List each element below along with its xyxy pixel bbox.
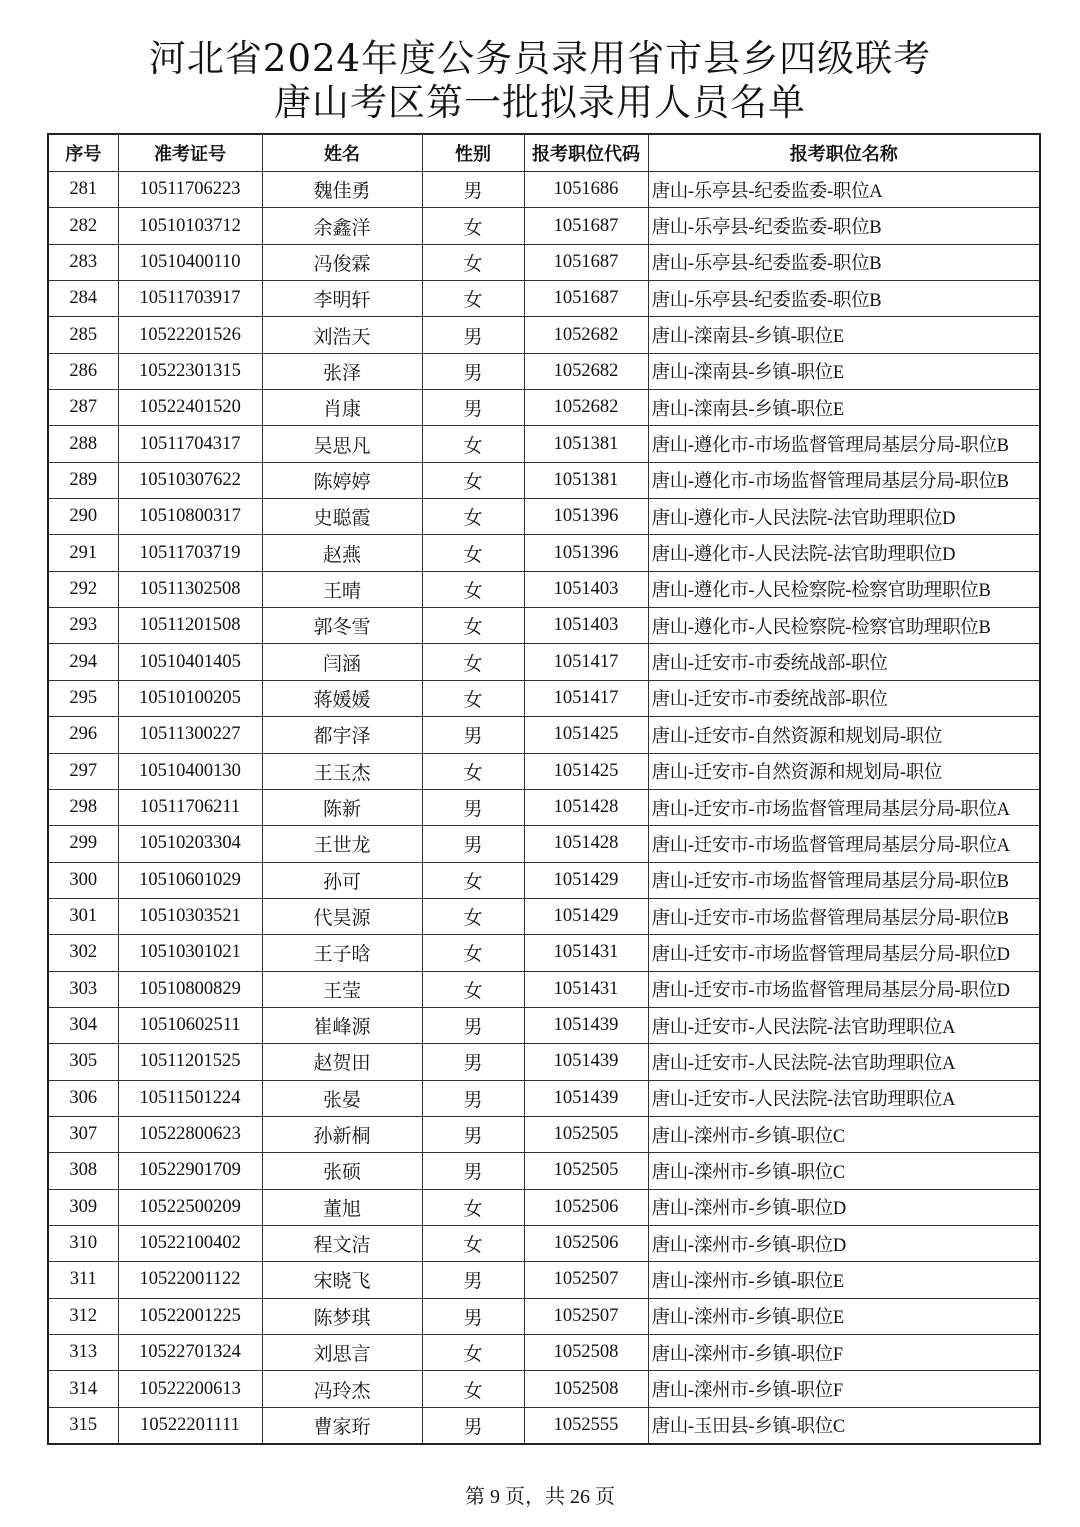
cell-position-name: 唐山-乐亭县-纪委监委-职位A	[648, 172, 1040, 208]
cell-gender: 女	[422, 281, 524, 317]
cell-name: 代昊源	[262, 898, 422, 934]
cell-serial: 311	[48, 1262, 118, 1298]
cell-position-name: 唐山-玉田县-乡镇-职位C	[648, 1407, 1040, 1444]
cell-position-code: 1051417	[524, 644, 648, 680]
cell-position-code: 1051687	[524, 244, 648, 280]
cell-ticket-number: 10511703719	[118, 535, 262, 571]
table-row	[48, 898, 1040, 934]
cell-position-code: 1051431	[524, 935, 648, 971]
cell-name: 董旭	[262, 1189, 422, 1225]
cell-gender: 女	[422, 1335, 524, 1371]
cell-position-name: 唐山-滦州市-乡镇-职位F	[648, 1335, 1040, 1371]
cell-gender: 男	[422, 1116, 524, 1152]
cell-name: 张硕	[262, 1153, 422, 1189]
cell-serial: 284	[48, 281, 118, 317]
cell-ticket-number: 10510602511	[118, 1007, 262, 1043]
cell-ticket-number: 10522901709	[118, 1153, 262, 1189]
cell-position-name: 唐山-滦州市-乡镇-职位F	[648, 1371, 1040, 1407]
cell-serial: 315	[48, 1407, 118, 1444]
table-row	[48, 353, 1040, 389]
cell-position-name: 唐山-滦州市-乡镇-职位C	[648, 1153, 1040, 1189]
cell-ticket-number: 10511201525	[118, 1044, 262, 1080]
cell-serial: 288	[48, 426, 118, 462]
cell-position-name: 唐山-迁安市-市场监督管理局基层分局-职位D	[648, 971, 1040, 1007]
table-row	[48, 717, 1040, 753]
cell-name: 史聪霞	[262, 499, 422, 535]
cell-ticket-number: 10511703917	[118, 281, 262, 317]
cell-name: 刘思言	[262, 1335, 422, 1371]
cell-ticket-number: 10510203304	[118, 826, 262, 862]
table-row	[48, 281, 1040, 317]
cell-serial: 309	[48, 1189, 118, 1225]
cell-name: 闫涵	[262, 644, 422, 680]
cell-gender: 女	[422, 862, 524, 898]
candidate-table	[47, 133, 1041, 1445]
cell-position-code: 1051439	[524, 1007, 648, 1043]
table-row	[48, 172, 1040, 208]
cell-gender: 男	[422, 1007, 524, 1043]
cell-serial: 286	[48, 353, 118, 389]
cell-serial: 302	[48, 935, 118, 971]
cell-position-code: 1051428	[524, 789, 648, 825]
cell-serial: 281	[48, 172, 118, 208]
cell-position-code: 1051687	[524, 208, 648, 244]
cell-position-code: 1051439	[524, 1044, 648, 1080]
cell-position-name: 唐山-迁安市-市场监督管理局基层分局-职位A	[648, 789, 1040, 825]
cell-serial: 298	[48, 789, 118, 825]
header-name: 姓名	[262, 134, 422, 172]
cell-position-code: 1051403	[524, 571, 648, 607]
cell-name: 王晴	[262, 571, 422, 607]
cell-gender: 女	[422, 208, 524, 244]
cell-position-code: 1051396	[524, 535, 648, 571]
table-row	[48, 1080, 1040, 1116]
cell-position-name: 唐山-迁安市-自然资源和规划局-职位	[648, 717, 1040, 753]
table-row	[48, 1262, 1040, 1298]
cell-position-name: 唐山-乐亭县-纪委监委-职位B	[648, 244, 1040, 280]
cell-position-name: 唐山-遵化市-市场监督管理局基层分局-职位B	[648, 426, 1040, 462]
cell-name: 赵贺田	[262, 1044, 422, 1080]
cell-position-code: 1051431	[524, 971, 648, 1007]
cell-position-code: 1051417	[524, 680, 648, 716]
cell-gender: 男	[422, 1080, 524, 1116]
cell-position-code: 1052508	[524, 1335, 648, 1371]
table-row	[48, 1371, 1040, 1407]
cell-ticket-number: 10510307622	[118, 462, 262, 498]
cell-position-name: 唐山-滦南县-乡镇-职位E	[648, 353, 1040, 389]
cell-name: 张晏	[262, 1080, 422, 1116]
cell-gender: 男	[422, 1298, 524, 1334]
cell-position-name: 唐山-迁安市-人民法院-法官助理职位A	[648, 1007, 1040, 1043]
cell-position-name: 唐山-迁安市-人民法院-法官助理职位A	[648, 1044, 1040, 1080]
cell-name: 冯俊霖	[262, 244, 422, 280]
cell-position-name: 唐山-迁安市-市委统战部-职位	[648, 680, 1040, 716]
cell-serial: 301	[48, 898, 118, 934]
cell-serial: 300	[48, 862, 118, 898]
cell-serial: 313	[48, 1335, 118, 1371]
cell-name: 余鑫洋	[262, 208, 422, 244]
table-row	[48, 571, 1040, 607]
cell-ticket-number: 10522201526	[118, 317, 262, 353]
cell-position-name: 唐山-迁安市-市场监督管理局基层分局-职位D	[648, 935, 1040, 971]
table-row	[48, 390, 1040, 426]
cell-position-name: 唐山-乐亭县-纪委监委-职位B	[648, 281, 1040, 317]
cell-gender: 女	[422, 644, 524, 680]
table-row	[48, 462, 1040, 498]
cell-ticket-number: 10511501224	[118, 1080, 262, 1116]
cell-ticket-number: 10510601029	[118, 862, 262, 898]
cell-gender: 女	[422, 244, 524, 280]
cell-position-code: 1051425	[524, 717, 648, 753]
page-title: 河北省2024年度公务员录用省市县乡四级联考	[148, 37, 932, 80]
table-row	[48, 1407, 1040, 1444]
table-row	[48, 1153, 1040, 1189]
cell-ticket-number: 10511706211	[118, 789, 262, 825]
cell-serial: 285	[48, 317, 118, 353]
cell-gender: 女	[422, 462, 524, 498]
cell-ticket-number: 10511704317	[118, 426, 262, 462]
cell-name: 肖康	[262, 390, 422, 426]
cell-name: 都宇泽	[262, 717, 422, 753]
cell-position-code: 1051425	[524, 753, 648, 789]
cell-serial: 297	[48, 753, 118, 789]
cell-name: 赵燕	[262, 535, 422, 571]
table-row	[48, 935, 1040, 971]
cell-name: 吴思凡	[262, 426, 422, 462]
cell-position-name: 唐山-遵化市-人民检察院-检察官助理职位B	[648, 608, 1040, 644]
table-row	[48, 862, 1040, 898]
cell-gender: 男	[422, 390, 524, 426]
cell-ticket-number: 10510401405	[118, 644, 262, 680]
cell-position-code: 1052682	[524, 353, 648, 389]
cell-gender: 男	[422, 317, 524, 353]
cell-ticket-number: 10522301315	[118, 353, 262, 389]
cell-serial: 310	[48, 1225, 118, 1261]
cell-serial: 308	[48, 1153, 118, 1189]
cell-serial: 289	[48, 462, 118, 498]
cell-gender: 男	[422, 172, 524, 208]
cell-gender: 女	[422, 680, 524, 716]
cell-position-code: 1051381	[524, 426, 648, 462]
cell-ticket-number: 10522001122	[118, 1262, 262, 1298]
cell-position-name: 唐山-滦南县-乡镇-职位E	[648, 390, 1040, 426]
cell-ticket-number: 10522401520	[118, 390, 262, 426]
cell-position-code: 1051381	[524, 462, 648, 498]
cell-name: 李明轩	[262, 281, 422, 317]
cell-ticket-number: 10511302508	[118, 571, 262, 607]
cell-name: 曹家珩	[262, 1407, 422, 1444]
cell-position-code: 1051403	[524, 608, 648, 644]
header-gender: 性别	[422, 134, 524, 172]
cell-position-name: 唐山-迁安市-市场监督管理局基层分局-职位B	[648, 898, 1040, 934]
cell-ticket-number: 10511201508	[118, 608, 262, 644]
cell-name: 张泽	[262, 353, 422, 389]
cell-position-code: 1051429	[524, 898, 648, 934]
cell-name: 王子晗	[262, 935, 422, 971]
cell-serial: 294	[48, 644, 118, 680]
table-row	[48, 826, 1040, 862]
cell-serial: 307	[48, 1116, 118, 1152]
table-header-row	[48, 134, 1040, 172]
cell-serial: 305	[48, 1044, 118, 1080]
cell-gender: 女	[422, 753, 524, 789]
cell-position-name: 唐山-滦州市-乡镇-职位D	[648, 1225, 1040, 1261]
table-row	[48, 753, 1040, 789]
cell-ticket-number: 10510303521	[118, 898, 262, 934]
cell-name: 王世龙	[262, 826, 422, 862]
cell-name: 孙可	[262, 862, 422, 898]
cell-serial: 290	[48, 499, 118, 535]
table-row	[48, 1007, 1040, 1043]
table-row	[48, 644, 1040, 680]
cell-position-code: 1052507	[524, 1298, 648, 1334]
cell-gender: 男	[422, 1262, 524, 1298]
table-row	[48, 499, 1040, 535]
header-ticket-number: 准考证号	[118, 134, 262, 172]
cell-position-code: 1051687	[524, 281, 648, 317]
cell-name: 冯玲杰	[262, 1371, 422, 1407]
cell-position-name: 唐山-迁安市-市场监督管理局基层分局-职位B	[648, 862, 1040, 898]
cell-position-code: 1052507	[524, 1262, 648, 1298]
cell-name: 孙新桐	[262, 1116, 422, 1152]
cell-position-code: 1052506	[524, 1189, 648, 1225]
cell-gender: 男	[422, 1044, 524, 1080]
cell-gender: 男	[422, 826, 524, 862]
cell-gender: 男	[422, 717, 524, 753]
cell-position-code: 1052505	[524, 1116, 648, 1152]
cell-serial: 303	[48, 971, 118, 1007]
cell-ticket-number: 10510400130	[118, 753, 262, 789]
cell-gender: 男	[422, 1153, 524, 1189]
cell-gender: 女	[422, 535, 524, 571]
cell-position-name: 唐山-滦州市-乡镇-职位E	[648, 1298, 1040, 1334]
cell-serial: 314	[48, 1371, 118, 1407]
cell-position-code: 1052508	[524, 1371, 648, 1407]
cell-position-name: 唐山-遵化市-市场监督管理局基层分局-职位B	[648, 462, 1040, 498]
cell-ticket-number: 10510800829	[118, 971, 262, 1007]
page-footer: 第 9 页，共 26 页	[465, 1486, 615, 1508]
cell-position-code: 1052682	[524, 317, 648, 353]
cell-position-name: 唐山-遵化市-人民检察院-检察官助理职位B	[648, 571, 1040, 607]
cell-position-code: 1052506	[524, 1225, 648, 1261]
cell-gender: 女	[422, 1225, 524, 1261]
cell-position-code: 1051396	[524, 499, 648, 535]
cell-gender: 女	[422, 1189, 524, 1225]
cell-position-name: 唐山-滦州市-乡镇-职位E	[648, 1262, 1040, 1298]
cell-name: 陈梦琪	[262, 1298, 422, 1334]
cell-serial: 282	[48, 208, 118, 244]
cell-position-code: 1051429	[524, 862, 648, 898]
cell-ticket-number: 10522500209	[118, 1189, 262, 1225]
cell-position-name: 唐山-迁安市-人民法院-法官助理职位A	[648, 1080, 1040, 1116]
cell-name: 陈婷婷	[262, 462, 422, 498]
cell-serial: 287	[48, 390, 118, 426]
cell-serial: 293	[48, 608, 118, 644]
cell-serial: 306	[48, 1080, 118, 1116]
cell-name: 宋晓飞	[262, 1262, 422, 1298]
cell-position-code: 1052555	[524, 1407, 648, 1444]
cell-gender: 女	[422, 1371, 524, 1407]
table-row	[48, 426, 1040, 462]
cell-position-name: 唐山-遵化市-人民法院-法官助理职位D	[648, 499, 1040, 535]
cell-name: 刘浩天	[262, 317, 422, 353]
table-row	[48, 971, 1040, 1007]
cell-position-code: 1051428	[524, 826, 648, 862]
cell-ticket-number: 10522200613	[118, 1371, 262, 1407]
cell-name: 蒋媛媛	[262, 680, 422, 716]
page-subtitle: 唐山考区第一批拟录用人员名单	[274, 81, 806, 124]
cell-position-name: 唐山-滦州市-乡镇-职位D	[648, 1189, 1040, 1225]
cell-gender: 男	[422, 789, 524, 825]
cell-serial: 291	[48, 535, 118, 571]
cell-ticket-number: 10510100205	[118, 680, 262, 716]
cell-ticket-number: 10522001225	[118, 1298, 262, 1334]
cell-name: 程文洁	[262, 1225, 422, 1261]
header-position-name: 报考职位名称	[648, 134, 1040, 172]
cell-ticket-number: 10511706223	[118, 172, 262, 208]
cell-ticket-number: 10522201111	[118, 1407, 262, 1444]
table-row	[48, 535, 1040, 571]
header-serial: 序号	[48, 134, 118, 172]
cell-position-code: 1052682	[524, 390, 648, 426]
cell-ticket-number: 10510800317	[118, 499, 262, 535]
cell-ticket-number: 10522800623	[118, 1116, 262, 1152]
cell-name: 王玉杰	[262, 753, 422, 789]
cell-position-name: 唐山-滦州市-乡镇-职位C	[648, 1116, 1040, 1152]
cell-position-name: 唐山-迁安市-市场监督管理局基层分局-职位A	[648, 826, 1040, 862]
table-row	[48, 1116, 1040, 1152]
cell-position-name: 唐山-滦南县-乡镇-职位E	[648, 317, 1040, 353]
cell-gender: 男	[422, 1407, 524, 1444]
cell-serial: 312	[48, 1298, 118, 1334]
cell-serial: 299	[48, 826, 118, 862]
table-row	[48, 1298, 1040, 1334]
cell-gender: 女	[422, 499, 524, 535]
cell-gender: 女	[422, 898, 524, 934]
header-position-code: 报考职位代码	[524, 134, 648, 172]
cell-gender: 男	[422, 353, 524, 389]
cell-serial: 304	[48, 1007, 118, 1043]
cell-gender: 女	[422, 426, 524, 462]
cell-name: 陈新	[262, 789, 422, 825]
cell-ticket-number: 10522701324	[118, 1335, 262, 1371]
cell-gender: 女	[422, 608, 524, 644]
cell-position-code: 1051439	[524, 1080, 648, 1116]
cell-name: 崔峰源	[262, 1007, 422, 1043]
cell-position-name: 唐山-迁安市-市委统战部-职位	[648, 644, 1040, 680]
cell-name: 王莹	[262, 971, 422, 1007]
table-row	[48, 789, 1040, 825]
cell-serial: 296	[48, 717, 118, 753]
cell-ticket-number: 10510103712	[118, 208, 262, 244]
cell-serial: 283	[48, 244, 118, 280]
cell-position-name: 唐山-乐亭县-纪委监委-职位B	[648, 208, 1040, 244]
cell-serial: 295	[48, 680, 118, 716]
table-row	[48, 1335, 1040, 1371]
cell-ticket-number: 10510301021	[118, 935, 262, 971]
table-row	[48, 1225, 1040, 1261]
table-row	[48, 1189, 1040, 1225]
table-row	[48, 608, 1040, 644]
cell-position-code: 1052505	[524, 1153, 648, 1189]
table-row	[48, 208, 1040, 244]
cell-gender: 女	[422, 935, 524, 971]
cell-gender: 女	[422, 971, 524, 1007]
cell-position-name: 唐山-遵化市-人民法院-法官助理职位D	[648, 535, 1040, 571]
cell-name: 魏佳勇	[262, 172, 422, 208]
cell-ticket-number: 10522100402	[118, 1225, 262, 1261]
cell-ticket-number: 10510400110	[118, 244, 262, 280]
cell-ticket-number: 10511300227	[118, 717, 262, 753]
cell-serial: 292	[48, 571, 118, 607]
cell-position-name: 唐山-迁安市-自然资源和规划局-职位	[648, 753, 1040, 789]
cell-name: 郭冬雪	[262, 608, 422, 644]
table-row	[48, 244, 1040, 280]
table-row	[48, 1044, 1040, 1080]
cell-position-code: 1051686	[524, 172, 648, 208]
table-row	[48, 317, 1040, 353]
table-row	[48, 680, 1040, 716]
cell-gender: 女	[422, 571, 524, 607]
